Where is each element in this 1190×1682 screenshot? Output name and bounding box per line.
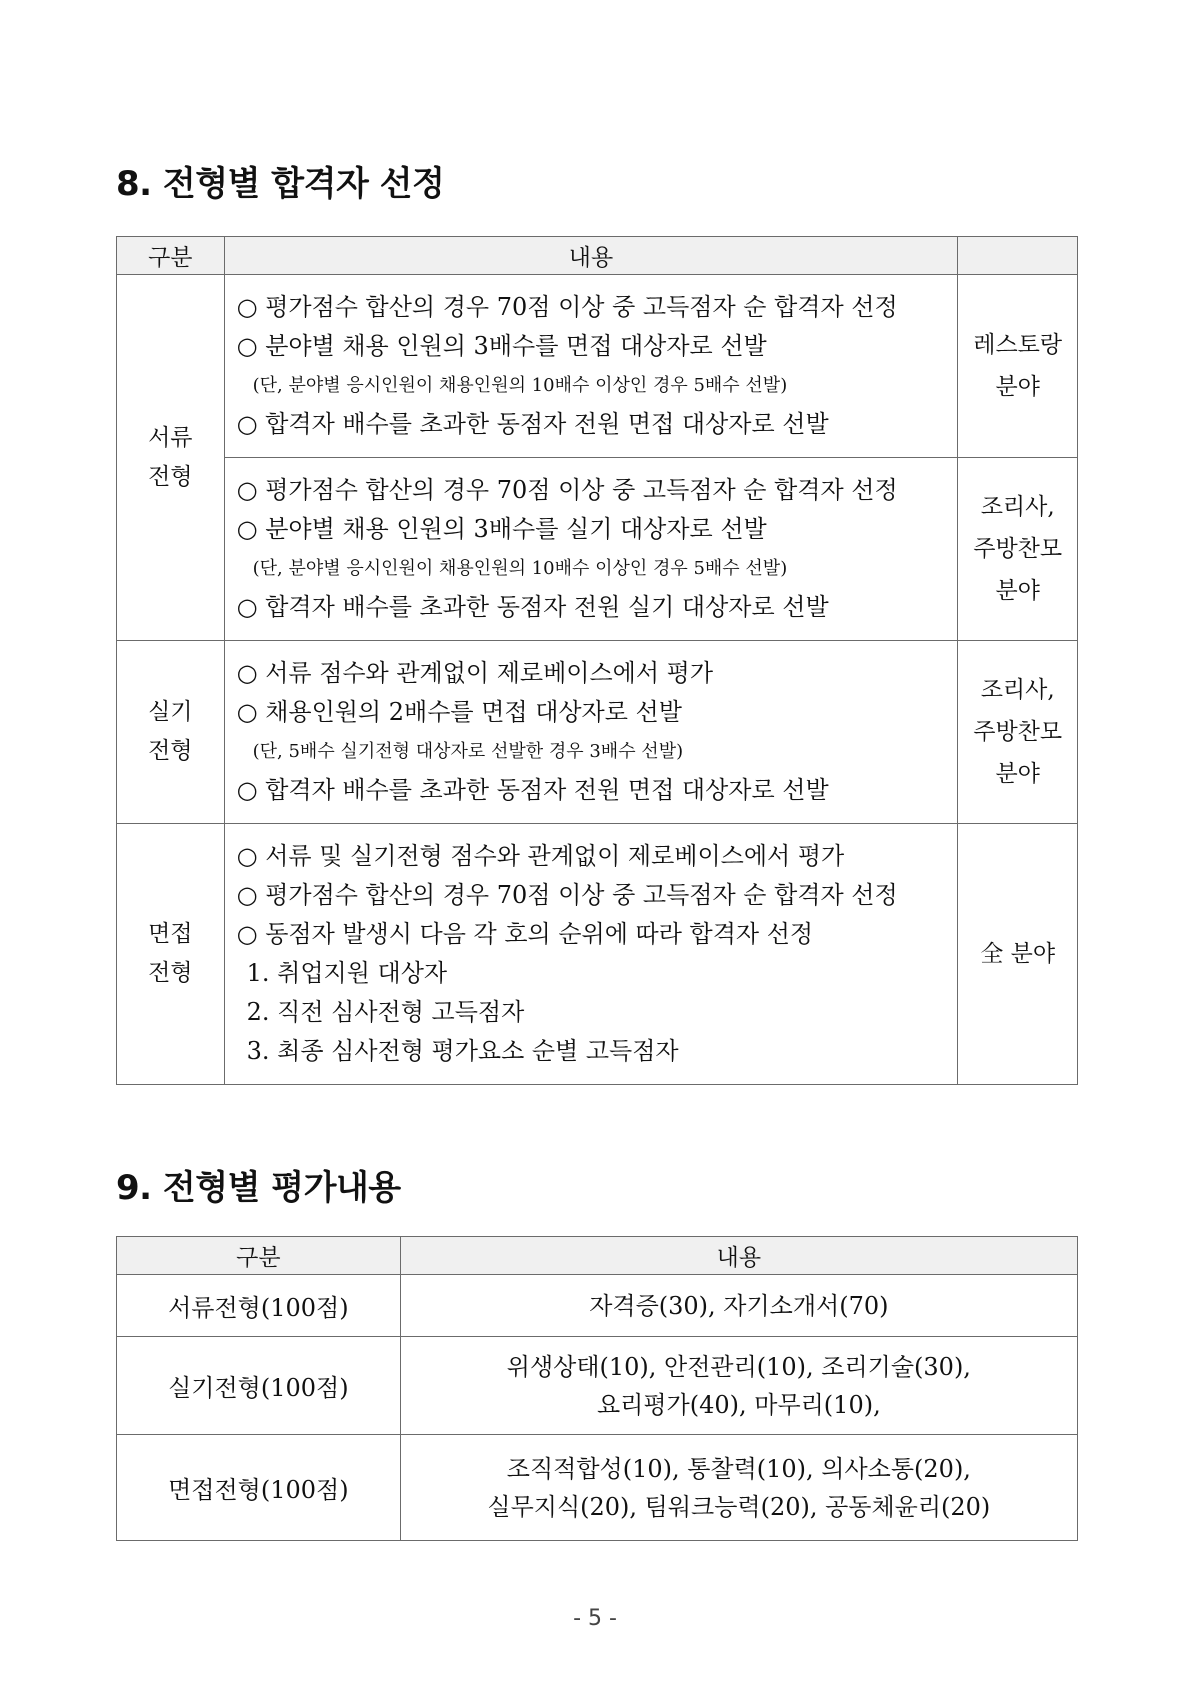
table-row <box>117 1275 1078 1337</box>
content-subline: (단, 분야별 응시인원이 채용인원의 10배수 이상인 경우 5배수 선발) <box>252 558 788 579</box>
table-header-row <box>117 237 1078 275</box>
content-line: ○ 합격자 배수를 초과한 동점자 전원 면접 대상자로 선발 <box>236 776 829 804</box>
page-number: - 5 - <box>573 1606 617 1631</box>
content-cell: 조직적합성(10), 통찰력(10), 의사소통(20), 실무지식(20), 팀워크능력(20), 공동체윤리(20) <box>400 1435 1077 1541</box>
table-row <box>117 1337 1078 1435</box>
note-cell <box>958 824 1078 1085</box>
content-line: ○ 동점자 발생시 다음 각 호의 순위에 따라 합격자 선정 <box>236 920 814 948</box>
content-line: ○ 평가점수 합산의 경우 70점 이상 중 고득점자 순 합격자 선정 <box>236 476 898 504</box>
note-label: 조리사, 주방찬모 분야 <box>973 677 1063 787</box>
category-cell: 면접전형(100점) <box>117 1435 401 1541</box>
note-cell <box>958 458 1078 641</box>
note-label: 레스토랑 분야 <box>973 332 1063 400</box>
section-9-title: 9. 전형별 평가내용 <box>116 1168 401 1208</box>
note-cell <box>958 641 1078 824</box>
table-header-row <box>117 1237 1078 1275</box>
category-document <box>117 275 225 641</box>
content-cell <box>224 641 958 824</box>
header-category: 구분 <box>117 1237 401 1275</box>
content-line: ○ 평가점수 합산의 경우 70점 이상 중 고득점자 순 합격자 선정 <box>236 293 898 321</box>
note-cell <box>958 275 1078 458</box>
section-8-title: 8. 전형별 합격자 선정 <box>116 164 445 204</box>
category-label: 실기 전형 <box>148 699 193 764</box>
category-practical <box>117 641 225 824</box>
content-cell: 자격증(30), 자기소개서(70) <box>400 1275 1077 1337</box>
category-label: 서류 전형 <box>148 424 193 490</box>
selection-table <box>116 236 1078 1085</box>
header-category: 구분 <box>117 237 225 275</box>
header-note <box>958 237 1078 275</box>
evaluation-table <box>116 1236 1078 1541</box>
category-interview <box>117 824 225 1085</box>
content-line: ○ 서류 점수와 관계없이 제로베이스에서 평가 <box>236 659 714 687</box>
content-cell <box>224 824 958 1085</box>
table-row <box>117 824 1078 1085</box>
content-line: ○ 합격자 배수를 초과한 동점자 전원 면접 대상자로 선발 <box>236 410 829 438</box>
content-cell <box>224 458 958 641</box>
table-row <box>117 275 1078 458</box>
content-subline: (단, 5배수 실기전형 대상자로 선발한 경우 3배수 선발) <box>252 741 684 762</box>
content-subline: (단, 분야별 응시인원이 채용인원의 10배수 이상인 경우 5배수 선발) <box>252 375 788 396</box>
content-line: ○ 분야별 채용 인원의 3배수를 면접 대상자로 선발 <box>236 332 767 360</box>
content-numbered-line: 3. 최종 심사전형 평가요소 순별 고득점자 <box>246 1037 679 1065</box>
note-label: 全 분야 <box>980 941 1056 967</box>
category-cell: 실기전형(100점) <box>117 1337 401 1435</box>
content-cell: 위생상태(10), 안전관리(10), 조리기술(30), 요리평가(40), 마무리(10), <box>400 1337 1077 1435</box>
content-cell <box>224 275 958 458</box>
content-line: ○ 평가점수 합산의 경우 70점 이상 중 고득점자 순 합격자 선정 <box>236 881 898 909</box>
header-content: 내용 <box>224 237 958 275</box>
category-cell: 서류전형(100점) <box>117 1275 401 1337</box>
content-line: ○ 서류 및 실기전형 점수와 관계없이 제로베이스에서 평가 <box>236 842 845 870</box>
content-line: ○ 분야별 채용 인원의 3배수를 실기 대상자로 선발 <box>236 515 767 543</box>
header-content: 내용 <box>400 1237 1077 1275</box>
content-line: ○ 채용인원의 2배수를 면접 대상자로 선발 <box>236 698 682 726</box>
table-row <box>117 1435 1078 1541</box>
category-label: 면접 전형 <box>148 921 193 986</box>
table-row <box>117 458 1078 641</box>
table-row <box>117 641 1078 824</box>
content-numbered-line: 1. 취업지원 대상자 <box>246 959 448 987</box>
content-line: ○ 합격자 배수를 초과한 동점자 전원 실기 대상자로 선발 <box>236 593 829 621</box>
note-label: 조리사, 주방찬모 분야 <box>973 494 1063 604</box>
content-numbered-line: 2. 직전 심사전형 고득점자 <box>246 998 525 1026</box>
